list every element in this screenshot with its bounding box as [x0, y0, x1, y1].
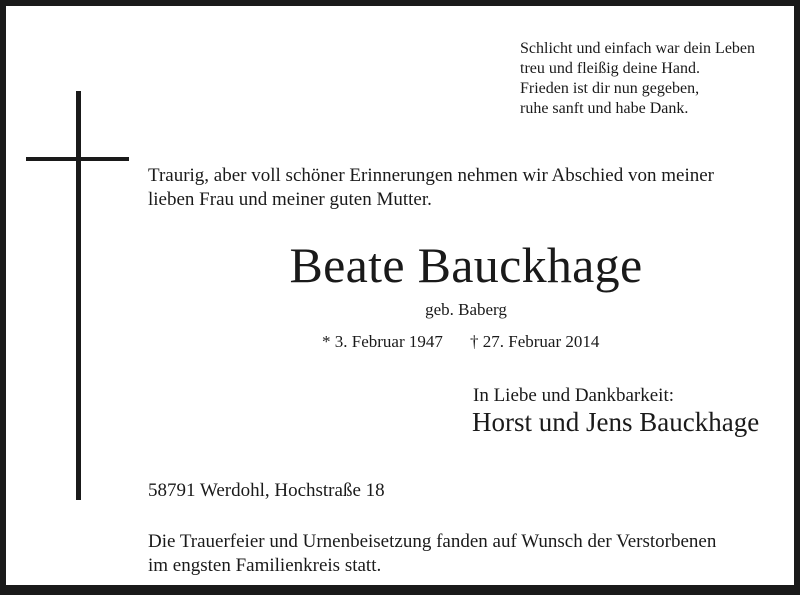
intro-line: lieben Frau und meiner guten Mutter. — [148, 189, 432, 210]
poem-line: Schlicht und einfach war dein Leben — [520, 40, 756, 57]
notice-line: im engsten Familienkreis statt. — [148, 555, 382, 576]
poem-line: Frieden ist dir nun gegeben, — [520, 80, 700, 97]
funeral-notice — [148, 530, 788, 578]
notice-line: Die Trauerfeier und Urnenbeisetzung fanden auf Wunsch der Verstorbenen — [148, 531, 717, 552]
poem-line: treu und fleißig deine Hand. — [520, 60, 700, 77]
cross-vertical-bar — [76, 91, 81, 500]
death-date: † 27. Februar 2014 — [470, 332, 600, 351]
memorial-poem — [520, 39, 755, 119]
address: 58791 Werdohl, Hochstraße 18 — [148, 480, 385, 501]
bottom-border — [0, 587, 800, 595]
mourners-preface: In Liebe und Dankbarkeit: — [473, 385, 675, 406]
intro-line: Traurig, aber voll schöner Erinnerungen nehmen wir Abschied von meiner — [148, 165, 714, 186]
deceased-name: Beate Bauckhage — [289, 237, 643, 293]
mourners-names: Horst und Jens Bauckhage — [472, 407, 760, 437]
obituary-card — [6, 6, 794, 585]
intro-text — [148, 164, 768, 212]
cross-horizontal-bar — [26, 157, 129, 161]
poem-line: ruhe sanft und habe Dank. — [520, 100, 689, 117]
maiden-name: geb. Baberg — [425, 300, 507, 319]
birth-date: * 3. Februar 1947 — [322, 332, 443, 351]
